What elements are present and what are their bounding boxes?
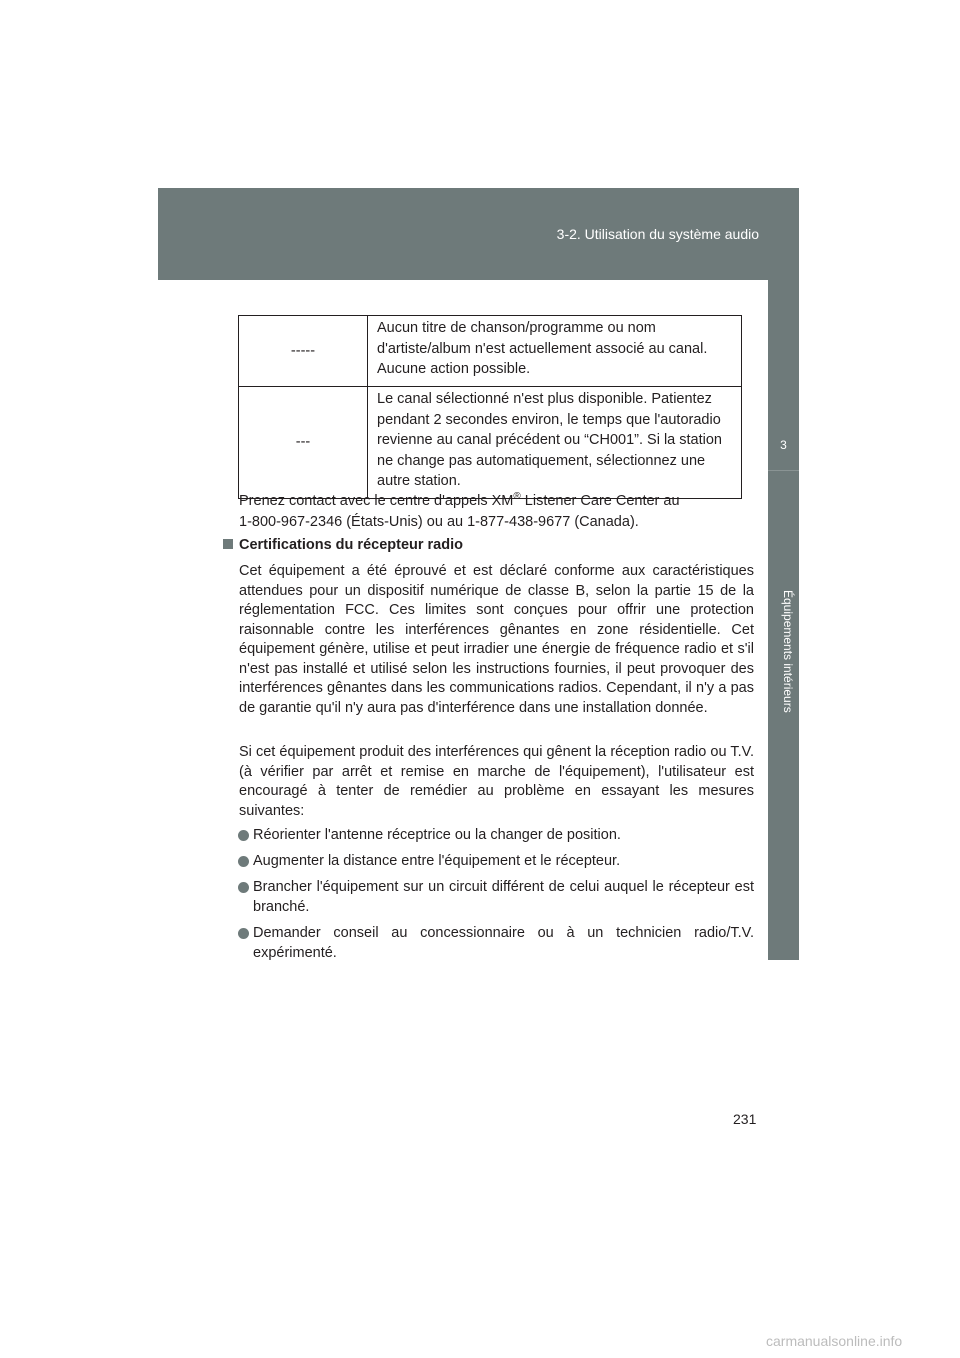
round-bullet-icon — [238, 882, 249, 893]
list-item-text: Augmenter la distance entre l'équipement et le récepteur. — [253, 853, 621, 869]
paragraph: Si cet équipement produit des interférences qui gênent la réception radio ou T.V. (à vérifier par arrêt et remise en marche de l'équipement), l'utilisateur est encouragé à tenter de remédier au problème en essayant les mesures suivantes: — [239, 744, 754, 819]
table-cell-description: Aucun titre de chanson/programme ou nom d'artiste/album n'est actuellement associé au canal. Aucune action possible. — [368, 316, 742, 387]
section-header-band — [158, 188, 799, 280]
chapter-side-tab — [768, 280, 799, 960]
chapter-number: 3 — [780, 438, 787, 452]
paragraph: Cet équipement a été éprouvé et est déclaré conforme aux caractéristiques attendues pour un dispositif numérique de classe B, selon la partie 15 de la réglementation FCC. Ces limites sont conçues pour offrir une protection raisonnable contre les interférences gênantes en zone résidentielle. Cet équipement génère, utilise et peut irradier une énergie de fréquence radio et s'il n'est pas installé et utilisé selon les instructions fournies, il peut provoquer des interférences gênantes dans les communications radios. Cependant, il n'y a pas de garantie qu'il n'y aura pas d'interférence dans une installation donnée. — [239, 563, 754, 716]
section-heading — [223, 537, 463, 553]
list-item-text: Brancher l'équipement sur un circuit différent de celui auquel le récepteur est branché. — [253, 879, 754, 915]
chapter-label: Équipements intérieurs — [781, 590, 795, 713]
message-table — [238, 315, 742, 499]
list-item-text: Demander conseil au concessionnaire ou à un technicien radio/T.V. expérimenté. — [253, 925, 754, 961]
contact-text-start: Prenez contact avec le centre d'appels XM — [239, 493, 514, 509]
list-item — [238, 878, 754, 917]
table-cell-code: --- — [239, 387, 368, 499]
table-cell-description: Le canal sélectionné n'est plus disponible. Patientez pendant 2 secondes environ, le temps que l'autoradio revienne au canal précédent ou “CH001”. Si la station ne change pas automatiquement, sélectionnez une autre station. — [368, 387, 742, 499]
site-watermark: carmanualsonline.info — [766, 1333, 903, 1349]
round-bullet-icon — [238, 928, 249, 939]
registered-mark: ® — [513, 491, 521, 503]
list-item — [238, 924, 754, 963]
table-row — [239, 316, 742, 387]
contact-phone-numbers: 1-800-967-2346 (États-Unis) ou au 1-877-438-9677 (Canada). — [239, 514, 639, 530]
page-number: 231 — [733, 1111, 757, 1127]
round-bullet-icon — [238, 856, 249, 867]
table-row — [239, 387, 742, 499]
contact-info — [239, 491, 759, 533]
list-item — [238, 852, 754, 872]
chapter-tab-divider — [768, 470, 799, 471]
list-item-text: Réorienter l'antenne réceptrice ou la changer de position. — [253, 827, 621, 843]
section-heading-text: Certifications du récepteur radio — [239, 537, 463, 553]
table-cell-code: ----- — [239, 316, 368, 387]
section-title: 3-2. Utilisation du système audio — [556, 226, 759, 242]
contact-text-line1-end: Listener Care Center au — [520, 493, 680, 509]
list-item — [238, 826, 754, 846]
square-bullet-icon — [223, 539, 233, 549]
round-bullet-icon — [238, 830, 249, 841]
